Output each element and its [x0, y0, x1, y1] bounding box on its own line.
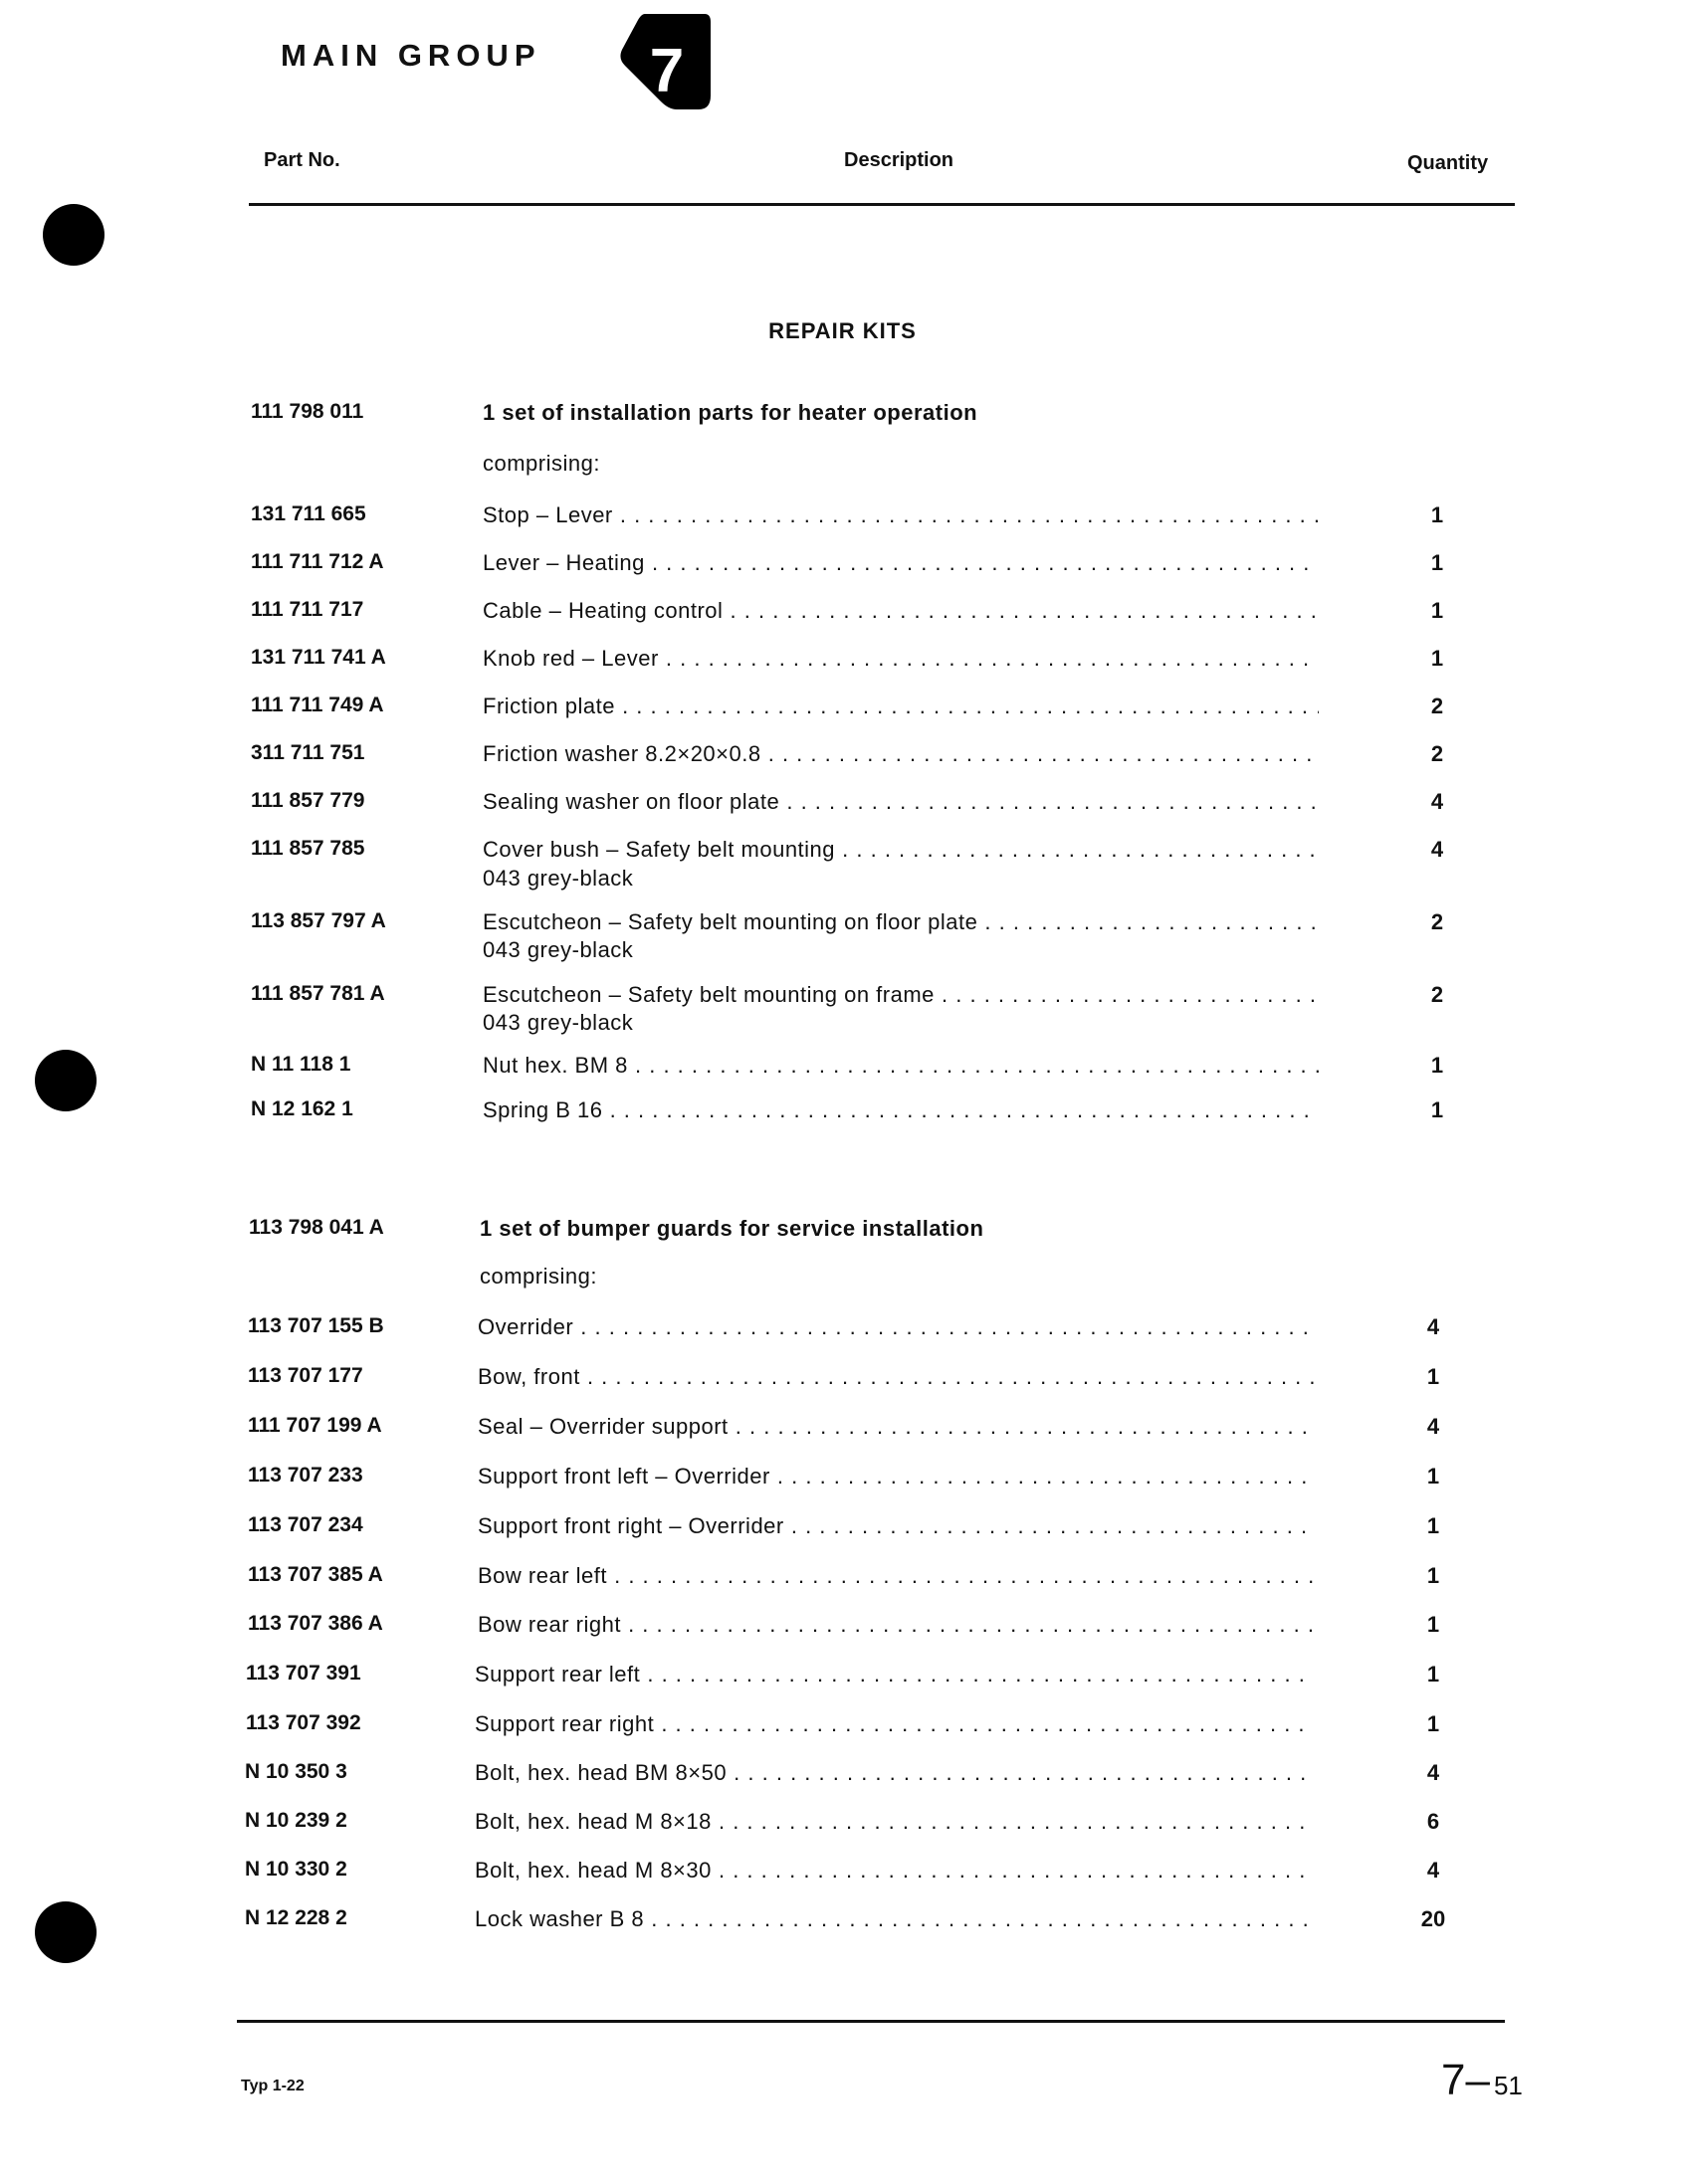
- kit-comprising-row: [0, 451, 1685, 491]
- part-description: Bow rear right . . .: [478, 1612, 1314, 1638]
- part-quantity: 1: [1430, 1097, 1444, 1122]
- part-quantity: 1: [1430, 1053, 1444, 1078]
- part-description: Support rear left . . .: [475, 1662, 1311, 1688]
- part-description: Bolt, hex. head M 8×30 . . .: [475, 1858, 1311, 1884]
- part-quantity: 4: [1426, 1760, 1440, 1785]
- part-description: Seal – Overrider support . . .: [478, 1414, 1314, 1440]
- group-title: MAIN GROUP: [281, 38, 541, 73]
- part-quantity: 4: [1430, 837, 1444, 862]
- part-description: Bow, front . . .: [478, 1364, 1314, 1390]
- part-color-code: 043 grey-black: [483, 937, 634, 962]
- part-number: 131 711 741 A: [251, 646, 386, 669]
- column-header-quantity: Quantity: [1407, 152, 1489, 174]
- table-row: [0, 1711, 1685, 1751]
- part-number: 113 707 155 B: [248, 1314, 384, 1337]
- page-index: 51: [1493, 2071, 1523, 2100]
- part-number: N 11 118 1: [251, 1053, 351, 1076]
- table-row: [0, 1906, 1685, 1946]
- part-quantity: 1: [1430, 598, 1444, 623]
- table-row: [0, 1053, 1685, 1092]
- part-number: N 10 239 2: [245, 1809, 347, 1832]
- table-row: [0, 1662, 1685, 1701]
- table-row: [0, 837, 1685, 891]
- part-quantity: 1: [1426, 1662, 1440, 1687]
- part-description: Lever – Heating . . .: [483, 550, 1319, 576]
- part-quantity: 1: [1426, 1364, 1440, 1389]
- part-number: 111 711 717: [251, 598, 364, 621]
- table-row: [0, 982, 1685, 1035]
- table-row: [0, 789, 1685, 829]
- column-header-part-no: Part No.: [264, 149, 340, 171]
- table-row: [0, 1364, 1685, 1404]
- table-row: [0, 909, 1685, 962]
- part-quantity: 1: [1426, 1612, 1440, 1637]
- part-quantity: 2: [1430, 741, 1444, 766]
- group-number: 7: [649, 37, 685, 105]
- part-color-code: 043 grey-black: [483, 1010, 634, 1035]
- header-divider: [249, 203, 1515, 206]
- part-number: 311 711 751: [251, 741, 365, 764]
- part-description: Support front left – Overrider . . .: [478, 1464, 1314, 1489]
- table-row: [0, 1314, 1685, 1354]
- part-quantity: 4: [1430, 789, 1444, 814]
- table-row: [0, 1513, 1685, 1553]
- part-description: Spring B 16 . . .: [483, 1097, 1319, 1123]
- part-number: N 12 162 1: [251, 1097, 353, 1120]
- part-number: N 10 330 2: [245, 1858, 347, 1881]
- part-description: Support rear right . . .: [475, 1711, 1311, 1737]
- part-quantity: 20: [1420, 1906, 1446, 1931]
- part-number: N 12 228 2: [245, 1906, 347, 1929]
- part-description: Knob red – Lever . . .: [483, 646, 1319, 672]
- kit-part-number: 113 798 041 A: [249, 1216, 384, 1239]
- part-number: 111 707 199 A: [248, 1414, 382, 1437]
- footer-type-code: Typ 1-22: [241, 2078, 305, 2094]
- part-description: Bolt, hex. head BM 8×50 . . .: [475, 1760, 1311, 1786]
- part-number: 111 857 781 A: [251, 982, 385, 1005]
- part-quantity: 4: [1426, 1314, 1440, 1339]
- part-quantity: 4: [1426, 1414, 1440, 1439]
- page-number: [1441, 2056, 1523, 2105]
- part-number: 111 857 779: [251, 789, 365, 812]
- part-description: Stop – Lever . . .: [483, 502, 1319, 528]
- part-quantity: 1: [1426, 1464, 1440, 1489]
- table-row: [0, 550, 1685, 590]
- kit-header-row: [0, 1216, 1685, 1256]
- part-color-code: 043 grey-black: [483, 866, 634, 891]
- part-number: 113 707 386 A: [248, 1612, 383, 1635]
- part-quantity: 1: [1426, 1563, 1440, 1588]
- part-description: Cable – Heating control . . .: [483, 598, 1319, 624]
- part-quantity: 6: [1426, 1809, 1440, 1834]
- part-description: Escutcheon – Safety belt mounting on frame . . .: [483, 982, 1319, 1008]
- part-description: Overrider . . .: [478, 1314, 1314, 1340]
- punch-hole: [43, 204, 105, 266]
- kit-comprising-row: [0, 1264, 1685, 1303]
- table-row: [0, 1464, 1685, 1503]
- kit-comprising-label: comprising:: [483, 451, 600, 476]
- part-description: Sealing washer on floor plate . . .: [483, 789, 1319, 815]
- table-row: [0, 694, 1685, 733]
- kit-title: 1 set of installation parts for heater operation: [483, 400, 978, 425]
- part-description: Cover bush – Safety belt mounting . . .: [483, 837, 1319, 863]
- part-quantity: 1: [1426, 1513, 1440, 1538]
- part-quantity: 2: [1430, 909, 1444, 934]
- part-quantity: 4: [1426, 1858, 1440, 1883]
- page-group: 7: [1441, 2056, 1466, 2104]
- page-separator: –: [1465, 2056, 1490, 2104]
- part-number: 113 707 233: [248, 1464, 363, 1487]
- part-number: 113 707 385 A: [248, 1563, 383, 1586]
- part-number: 113 857 797 A: [251, 909, 386, 932]
- part-number: 113 707 392: [246, 1711, 361, 1734]
- table-row: [0, 1809, 1685, 1849]
- part-description: Friction plate . . .: [483, 694, 1319, 719]
- part-number: 113 707 177: [248, 1364, 363, 1387]
- part-description: Bolt, hex. head M 8×18 . . .: [475, 1809, 1311, 1835]
- part-quantity: 1: [1426, 1711, 1440, 1736]
- part-quantity: 1: [1430, 646, 1444, 671]
- kit-title: 1 set of bumper guards for service installation: [480, 1216, 984, 1241]
- table-row: [0, 1563, 1685, 1603]
- table-row: [0, 1612, 1685, 1652]
- part-description: Friction washer 8.2×20×0.8 . . .: [483, 741, 1319, 767]
- kit-comprising-label: comprising:: [480, 1264, 597, 1289]
- table-row: [0, 1858, 1685, 1897]
- kit-part-number: 111 798 011: [251, 400, 364, 423]
- part-description: Nut hex. BM 8 . . .: [483, 1053, 1319, 1079]
- table-row: [0, 741, 1685, 781]
- part-description: Support front right – Overrider . . .: [478, 1513, 1314, 1539]
- part-number: 111 711 712 A: [251, 550, 384, 573]
- table-row: [0, 646, 1685, 686]
- part-description: Lock washer B 8 . . .: [475, 1906, 1311, 1932]
- part-number: 111 711 749 A: [251, 694, 384, 716]
- part-number: N 10 350 3: [245, 1760, 347, 1783]
- column-header-description: Description: [844, 149, 954, 171]
- part-description: Bow rear left . . .: [478, 1563, 1314, 1589]
- section-title: REPAIR KITS: [768, 318, 917, 343]
- part-number: 113 707 391: [246, 1662, 361, 1685]
- part-number: 131 711 665: [251, 502, 366, 525]
- table-row: [0, 1097, 1685, 1137]
- part-quantity: 2: [1430, 694, 1444, 718]
- part-quantity: 1: [1430, 502, 1444, 527]
- table-row: [0, 598, 1685, 638]
- part-number: 113 707 234: [248, 1513, 363, 1536]
- table-row: [0, 502, 1685, 542]
- kit-header-row: [0, 400, 1685, 440]
- part-description: Escutcheon – Safety belt mounting on floor plate . . .: [483, 909, 1319, 935]
- group-number-badge: [615, 10, 713, 115]
- part-quantity: 1: [1430, 550, 1444, 575]
- table-row: [0, 1760, 1685, 1800]
- table-row: [0, 1414, 1685, 1454]
- part-quantity: 2: [1430, 982, 1444, 1007]
- part-number: 111 857 785: [251, 837, 365, 860]
- footer-divider: [237, 2020, 1505, 2023]
